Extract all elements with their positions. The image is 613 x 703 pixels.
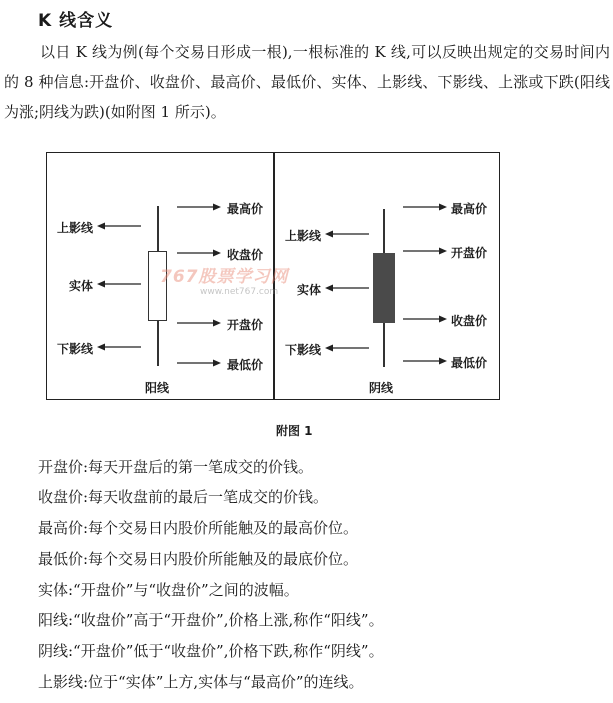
- yang-body-label: 实体: [69, 279, 94, 293]
- yin-body-arrow: [325, 282, 371, 294]
- yin-low-arrow: [401, 355, 447, 367]
- yin-high-arrow: [401, 201, 447, 213]
- yang-open-label: 开盘价: [227, 318, 264, 332]
- yang-upper-shadow-arrow: [97, 220, 143, 232]
- figure-caption: 附图 1: [276, 424, 313, 438]
- yin-upper-shadow-label: 上影线: [285, 229, 322, 243]
- yin-caption: 阴线: [369, 381, 394, 395]
- yin-body: [373, 253, 395, 323]
- yin-close-arrow: [401, 313, 447, 325]
- intro-paragraph: 以日 K 线为例(每个交易日形成一根),一根标准的 K 线,可以反映出规定的交易时间内的 8 种信息:开盘价、收盘价、最高价、最低价、实体、上影线、下影线、上涨或下跌(阳线为涨;阴线为跌)(如附图 1 所示)。: [4, 43, 610, 121]
- yang-body-arrow: [97, 278, 143, 290]
- yin-panel: [275, 153, 501, 399]
- definition-yin: 阴线:“开盘价”低于“收盘价”,价格下跌,称作“阴线”。: [38, 642, 384, 660]
- yang-high-label: 最高价: [227, 202, 264, 216]
- definition-upper-shadow: 上影线:位于“实体”上方,实体与“最高价”的连线。: [38, 673, 364, 691]
- definition-open: 开盘价:每天开盘后的第一笔成交的价钱。: [38, 458, 314, 476]
- yin-lower-shadow-label: 下影线: [285, 343, 322, 357]
- yang-low-label: 最低价: [227, 358, 264, 372]
- yin-high-label: 最高价: [451, 202, 488, 216]
- yang-close-label: 收盘价: [227, 248, 264, 262]
- yang-open-arrow: [175, 317, 221, 329]
- yang-lower-shadow-label: 下影线: [57, 342, 94, 356]
- yin-body-label: 实体: [297, 283, 322, 297]
- definition-high: 最高价:每个交易日内股价所能触及的最高价位。: [38, 519, 359, 537]
- yin-upper-shadow-arrow: [325, 228, 371, 240]
- watermark-text: 767股票学习网: [160, 267, 289, 287]
- yin-lower-shadow-arrow: [325, 342, 371, 354]
- yang-caption: 阳线: [145, 381, 170, 395]
- yang-high-arrow: [175, 201, 221, 213]
- section-heading: K 线含义: [38, 11, 114, 31]
- yang-upper-shadow-label: 上影线: [57, 221, 94, 235]
- definition-close: 收盘价:每天收盘前的最后一笔成交的价钱。: [38, 488, 329, 506]
- yin-low-label: 最低价: [451, 356, 488, 370]
- definition-low: 最低价:每个交易日内股价所能触及的最底价位。: [38, 550, 359, 568]
- yang-lower-shadow-arrow: [97, 341, 143, 353]
- definition-yang: 阳线:“收盘价”高于“开盘价”,价格上涨,称作“阳线”。: [38, 611, 384, 629]
- definition-body: 实体:“开盘价”与“收盘价”之间的波幅。: [38, 581, 299, 599]
- watermark-url: www.net767.com: [200, 287, 279, 297]
- yin-close-label: 收盘价: [451, 314, 488, 328]
- yang-close-arrow: [175, 247, 221, 259]
- yin-open-arrow: [401, 245, 447, 257]
- yin-open-label: 开盘价: [451, 246, 488, 260]
- yang-low-arrow: [175, 357, 221, 369]
